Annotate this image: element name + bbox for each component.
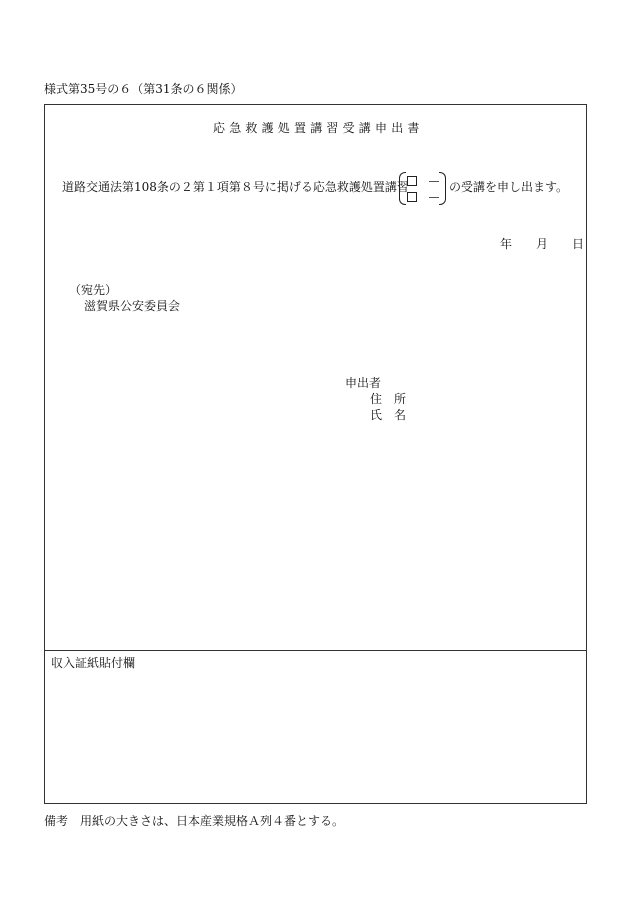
checkbox-icon[interactable] [407,176,417,186]
date-day-label: 日 [572,237,585,251]
revenue-stamp-label: 収入証紙貼付欄 [51,656,136,670]
addressee-label: （宛先） [69,283,118,297]
stamp-area-divider [44,650,587,651]
date-month-label: 月 [536,237,549,251]
footnote: 備考 用紙の大きさは、日本産業規格Ａ列４番とする。 [44,814,345,828]
document-title: 応急救護処置講習受講申出書 [213,121,424,135]
course-selector [399,171,447,207]
applicant-label: 申出者 [345,376,382,390]
statement-ending: の受講を申し出ます。 [449,180,569,194]
form-box [44,104,587,804]
date-year-label: 年 [500,237,513,251]
applicant-name-label: 氏 名 [370,408,407,422]
addressee-name: 滋賀県公安委員会 [84,299,181,313]
statement-text: 道路交通法第108条の２第１項第８号に掲げる応急救護処置講習 [62,180,409,194]
applicant-address-label: 住 所 [370,392,407,406]
left-bracket [399,172,406,205]
blank-line [429,197,439,198]
blank-line [429,181,439,182]
checkbox-icon[interactable] [407,192,417,202]
right-bracket [439,172,446,205]
form-label: 様式第35号の６（第31条の６関係） [44,82,243,96]
